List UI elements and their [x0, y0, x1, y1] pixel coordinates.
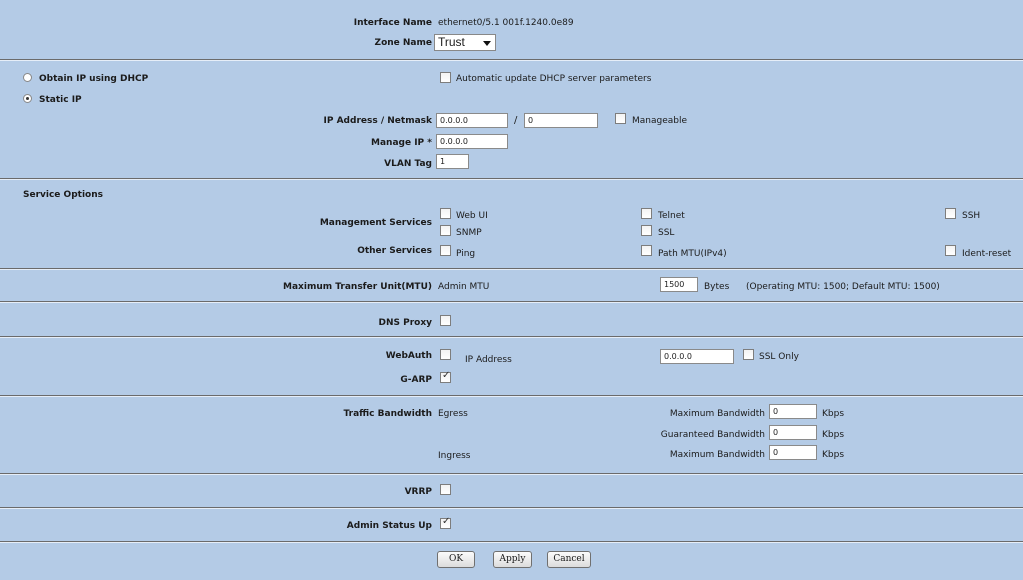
netmask-slash: /	[514, 115, 518, 126]
manageable-checkbox[interactable]	[615, 113, 626, 124]
ip-address-input[interactable]: 0.0.0.0	[436, 113, 508, 128]
webauth-ip-input[interactable]: 0.0.0.0	[660, 349, 734, 364]
ip-netmask-label: IP Address / Netmask	[323, 116, 432, 126]
webauth-label: WebAuth	[385, 351, 432, 361]
garp-checkbox[interactable]	[440, 372, 451, 383]
ident-reset-label: Ident-reset	[962, 249, 1012, 259]
ingress-max-unit: Kbps	[822, 450, 845, 460]
divider	[0, 301, 1023, 303]
ssh-checkbox[interactable]	[945, 208, 956, 219]
dhcp-radio[interactable]	[23, 73, 32, 82]
mtu-info: (Operating MTU: 1500; Default MTU: 1500)	[746, 282, 940, 292]
mtu-input[interactable]: 1500	[660, 277, 698, 292]
ping-checkbox[interactable]	[440, 245, 451, 256]
web-ui-label: Web UI	[456, 211, 488, 221]
ingress-max-input[interactable]: 0	[769, 445, 817, 460]
admin-status-checkbox[interactable]	[440, 518, 451, 529]
divider	[0, 336, 1023, 338]
interface-name-label: Interface Name	[353, 18, 432, 28]
egress-max-unit: Kbps	[822, 409, 845, 419]
apply-button[interactable]: Apply	[493, 551, 532, 568]
admin-mtu-label: Admin MTU	[438, 282, 490, 292]
ok-button[interactable]: OK	[437, 551, 475, 568]
service-options-title: Service Options	[23, 190, 103, 200]
telnet-label: Telnet	[658, 211, 685, 221]
dns-proxy-label: DNS Proxy	[378, 318, 432, 328]
path-mtu-checkbox[interactable]	[641, 245, 652, 256]
dhcp-label: Obtain IP using DHCP	[39, 74, 149, 84]
zone-selected-value: Trust	[438, 35, 465, 49]
divider	[0, 268, 1023, 270]
egress-guaranteed-unit: Kbps	[822, 430, 845, 440]
egress-guaranteed-input[interactable]: 0	[769, 425, 817, 440]
static-ip-label: Static IP	[39, 95, 82, 105]
egress-max-label: Maximum Bandwidth	[669, 409, 765, 419]
ssh-label: SSH	[962, 211, 981, 221]
vlan-tag-label: VLAN Tag	[384, 159, 432, 169]
manageable-label: Manageable	[632, 116, 688, 126]
ingress-max-label: Maximum Bandwidth	[669, 450, 765, 460]
mtu-unit: Bytes	[704, 282, 730, 292]
vrrp-label: VRRP	[404, 487, 432, 497]
snmp-label: SNMP	[456, 228, 482, 238]
dhcp-auto-update-checkbox[interactable]	[440, 72, 451, 83]
egress-max-input[interactable]: 0	[769, 404, 817, 419]
dhcp-auto-update-label: Automatic update DHCP server parameters	[456, 74, 652, 84]
ssl-only-label: SSL Only	[759, 352, 799, 362]
divider	[0, 178, 1023, 180]
divider	[0, 473, 1023, 475]
divider	[0, 507, 1023, 509]
ident-reset-checkbox[interactable]	[945, 245, 956, 256]
other-services-label: Other Services	[357, 246, 432, 256]
cancel-button[interactable]: Cancel	[547, 551, 591, 568]
ping-label: Ping	[456, 249, 476, 259]
webauth-ip-label: IP Address	[465, 355, 512, 365]
garp-label: G-ARP	[400, 375, 432, 385]
manage-ip-input[interactable]: 0.0.0.0	[436, 134, 508, 149]
netmask-input[interactable]: 0	[524, 113, 598, 128]
ssl-label: SSL	[658, 228, 675, 238]
ssl-only-checkbox[interactable]	[743, 349, 754, 360]
divider	[0, 59, 1023, 61]
egress-label: Egress	[438, 409, 468, 419]
static-ip-radio[interactable]	[23, 94, 32, 103]
zone-name-label: Zone Name	[374, 38, 432, 48]
traffic-bandwidth-label: Traffic Bandwidth	[343, 409, 432, 419]
snmp-checkbox[interactable]	[440, 225, 451, 236]
management-services-label: Management Services	[319, 218, 432, 228]
zone-select[interactable]	[434, 34, 496, 51]
path-mtu-label: Path MTU(IPv4)	[658, 249, 727, 259]
manage-ip-label: Manage IP *	[371, 138, 432, 148]
chevron-down-icon	[483, 41, 491, 46]
admin-status-label: Admin Status Up	[346, 521, 432, 531]
web-ui-checkbox[interactable]	[440, 208, 451, 219]
ssl-checkbox[interactable]	[641, 225, 652, 236]
egress-guaranteed-label: Guaranteed Bandwidth	[660, 430, 765, 440]
dns-proxy-checkbox[interactable]	[440, 315, 451, 326]
vlan-tag-input[interactable]: 1	[436, 154, 469, 169]
ingress-label: Ingress	[438, 451, 471, 461]
mtu-label: Maximum Transfer Unit(MTU)	[283, 282, 432, 292]
vrrp-checkbox[interactable]	[440, 484, 451, 495]
divider	[0, 541, 1023, 543]
divider	[0, 395, 1023, 397]
interface-name-value: ethernet0/5.1 001f.1240.0e89	[438, 18, 574, 28]
webauth-checkbox[interactable]	[440, 349, 451, 360]
telnet-checkbox[interactable]	[641, 208, 652, 219]
